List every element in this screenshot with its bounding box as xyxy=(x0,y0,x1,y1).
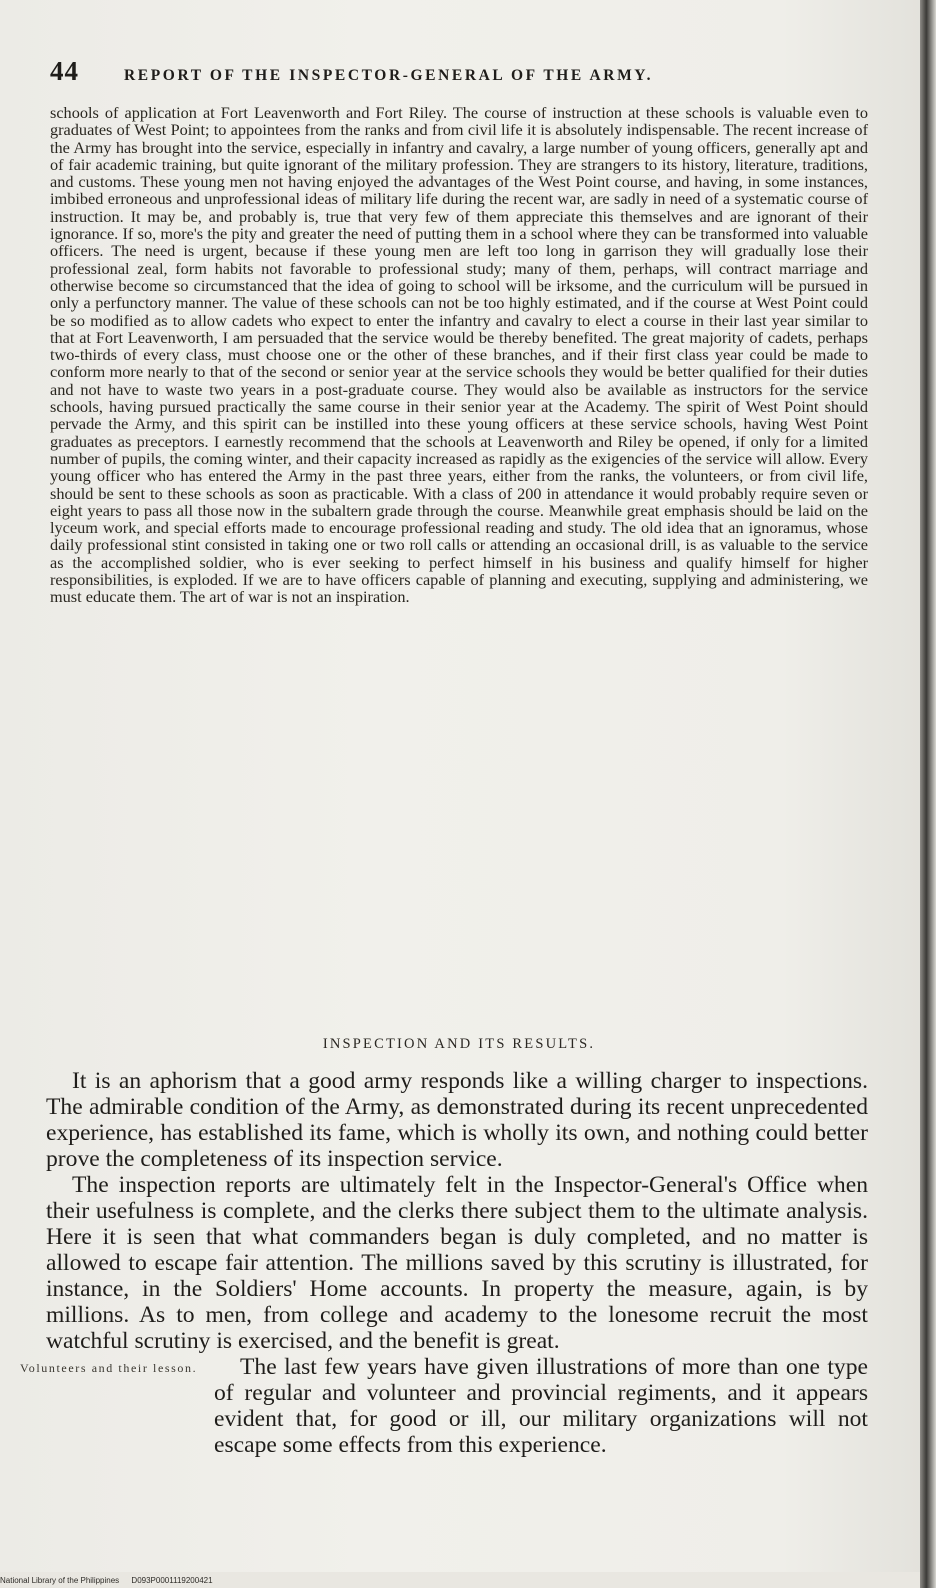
section-heading: INSPECTION AND ITS RESULTS. xyxy=(322,1036,596,1052)
small-print-body xyxy=(50,104,868,1012)
large-paragraph-1: It is an aphorism that a good army responds like a willing charger to inspections. The admirable condition of the Army, as demonstrated during its recent unprecedented experience, has established its fame, which is wholly its own, and nothing could better prove the completeness of its inspection service. xyxy=(46,1068,868,1172)
page-header xyxy=(50,56,870,88)
large-print-body xyxy=(20,1068,868,1568)
page-number: 44 xyxy=(50,56,79,86)
margin-note: Volunteers and their lesson. xyxy=(20,1361,198,1375)
page-edge-shadow xyxy=(920,0,936,1588)
running-title: REPORT OF THE INSPECTOR-GENERAL OF THE ARMY. xyxy=(124,67,654,84)
small-paragraph: schools of application at Fort Leavenworth and Fort Riley. The course of instruction at these schools is valuable even to graduates of West Point; to appointees from the ranks and from civil life it is absolutely indispensable. The recent increase of the Army has brought into the service, especially in infantry and cavalry, a large number of young officers, generally apt and of fair academic training, but quite ignorant of the military profession. They are strangers to its history, literature, traditions, and customs. These young men not having enjoyed the advantages of the West Point course, and having, in some instances, imbibed erroneous and unprofessional ideas of military life during the recent war, are sadly in need of a systematic course of instruction. It may be, and probably is, true that very few of them appreciate this themselves and are ignorant of their ignorance. If so, more's the pity and greater the need of putting them in a school where they can be transformed into valuable officers. The need is urgent, because if these young men are left too long in garrison they will gradually lose their professional zeal, form habits not favorable to professional study; many of them, perhaps, will contract marriage and otherwise become so circumstanced that the idea of going to school will be irksome, and the curriculum will be pursued in only a perfunctory manner. The value of these schools can not be too highly estimated, and if the course at West Point could be so modified as to allow cadets who expect to enter the infantry and cavalry to elect a course in their last year similar to that at Fort Leavenworth, I am persuaded that the service would be thereby benefited. The great majority of cadets, perhaps two-thirds of every class, must choose one or the other of these branches, and if their first class year could be made to conform more nearly to that of the second or senior year at the service schools they would be better qualified for their duties and not have to waste two years in a post-graduate course. They would also be available as instructors for the service schools, having pursued practically the same course in their senior year at the Academy. The spirit of West Point should pervade the Army, and this spirit can be instilled into these young officers at these service schools, having West Point graduates as preceptors. I earnestly recommend that the schools at Leavenworth and Riley be opened, if only for a limited number of pupils, the coming winter, and their capacity increased as rapidly as the exigencies of the service will allow. Every young officer who has entered the Army in the past three years, either from the ranks, the volunteers, or from civil life, should be sent to these schools as soon as practicable. With a class of 200 in attendance it would probably require seven or eight years to pass all those now in the subaltern grade through the course. Meanwhile great emphasis should be laid on the lyceum work, and special efforts made to encourage professional reading and study. The old idea that an ignoramus, whose daily professional stint consisted in taking one or two roll calls or attending an occasional drill, is as valuable to the service as the accomplished soldier, who is ever seeking to perfect himself in his business and qualify himself for higher responsibilities, is exploded. If we are to have officers capable of planning and executing, supplying and administering, we must educate them. The art of war is not an inspiration. xyxy=(50,103,868,607)
large-paragraph-2: The inspection reports are ultimately felt in the Inspector-General's Office when their usefulness is complete, and the clerks there subject them to the ultimate analysis. Here it is seen that what commanders began is duly completed, and no matter is allowed to escape fair attention. The millions saved by this scrutiny is illustrated, for instance, in the Soldiers' Home accounts. In property the measure, again, is by millions. As to men, from college and academy to the lonesome recruit the most watchful scrutiny is exercised, and the benefit is great. xyxy=(46,1172,868,1354)
footer-code: D093P0001119200421 xyxy=(131,1576,213,1585)
final-paragraph-text: The last few years have given illustrations of more than one type of regular and volunteer and provincial regiments, and it appears evident that, for good or ill, our military organizations will not escape some effects from this experience. xyxy=(214,1354,868,1458)
footer-library: National Library of the Philippines xyxy=(0,1576,120,1585)
large-paragraph-3 xyxy=(20,1354,868,1458)
scan-footer xyxy=(0,1574,920,1588)
